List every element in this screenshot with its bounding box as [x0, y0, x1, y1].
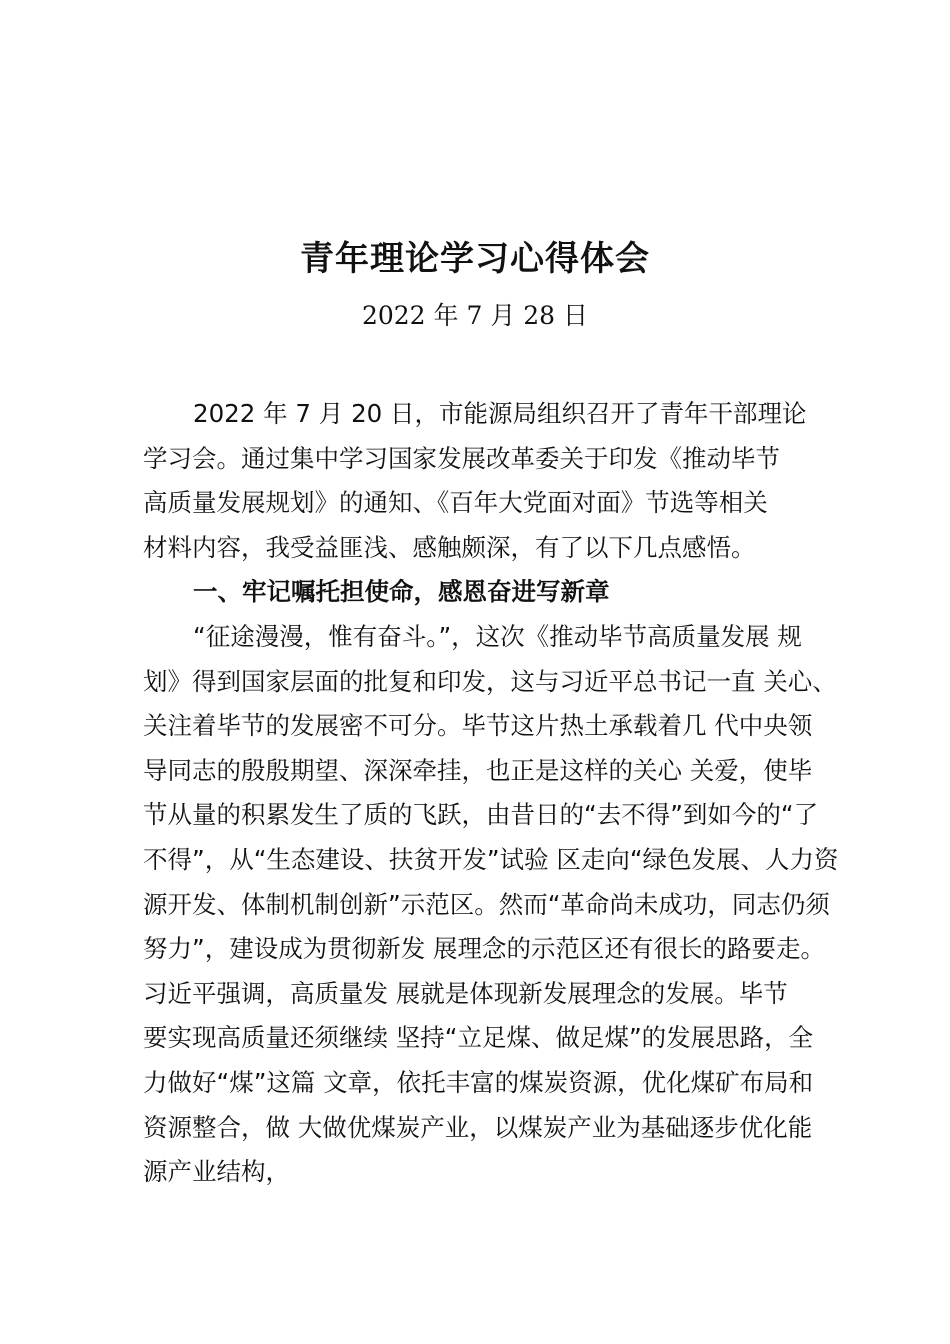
document-date: 2022 年 7 月 28 日 [361, 301, 589, 330]
paragraph-line: 材料内容，我受益匪浅、感触颇深，有了以下几点感悟。 [143, 532, 756, 562]
paragraph-line: 源产业结构， [143, 1157, 290, 1187]
paragraph-line: 努力”，建设成为贯彻新发 展理念的示范区还有很长的路要走。 [143, 934, 825, 964]
paragraph-line: 不得”，从“生态建设、扶贫开发”试验 区走向“绿色发展、人力资 [143, 844, 839, 874]
document-title: 青年理论学习心得体会 [300, 239, 650, 279]
paragraph-line: 关注着毕节的发展密不可分。毕节这片热土承载着几 代中央领 [143, 711, 813, 741]
paragraph-line: 高质量发展规划》的通知、《百年大党面对面》节选等相关 [143, 488, 768, 518]
paragraph-line: 要实现高质量还须继续 坚持“立足煤、做足煤”的发展思路，全 [143, 1023, 814, 1053]
paragraph-line: 2022 年 7 月 20 日，市能源局组织召开了青年干部理论 [193, 399, 807, 428]
paragraph-line: 划》得到国家层面的批复和印发，这与习近平总书记一直 关心、 [143, 666, 837, 696]
paragraph-line: 习近平强调，高质量发 展就是体现新发展理念的发展。毕节 [143, 978, 788, 1008]
paragraph-line: 力做好“煤”这篇 文章，依托丰富的煤炭资源，优化煤矿布局和 [143, 1067, 814, 1097]
paragraph-line: 资源整合，做 大做优煤炭产业，以煤炭产业为基础逐步优化能 [143, 1112, 813, 1142]
document-body [143, 392, 843, 1195]
paragraph-line: 学习会。通过集中学习国家发展改革委关于印发《推动毕节 [143, 443, 780, 473]
paragraph-line: 导同志的殷殷期望、深深牵挂，也正是这样的关心 关爱，使毕 [143, 755, 813, 785]
section-heading: 一、牢记嘱托担使命，感恩奋进写新章 [193, 577, 610, 607]
paragraph-line: 源开发、体制机制创新”示范区。然而“革命尚未成功，同志仍须 [143, 889, 830, 919]
paragraph-line: “征途漫漫，惟有奋斗。”，这次《推动毕节高质量发展 规 [193, 621, 802, 651]
paragraph-line: 节从量的积累发生了质的飞跃，由昔日的“去不得”到如今的“了 [143, 800, 819, 830]
